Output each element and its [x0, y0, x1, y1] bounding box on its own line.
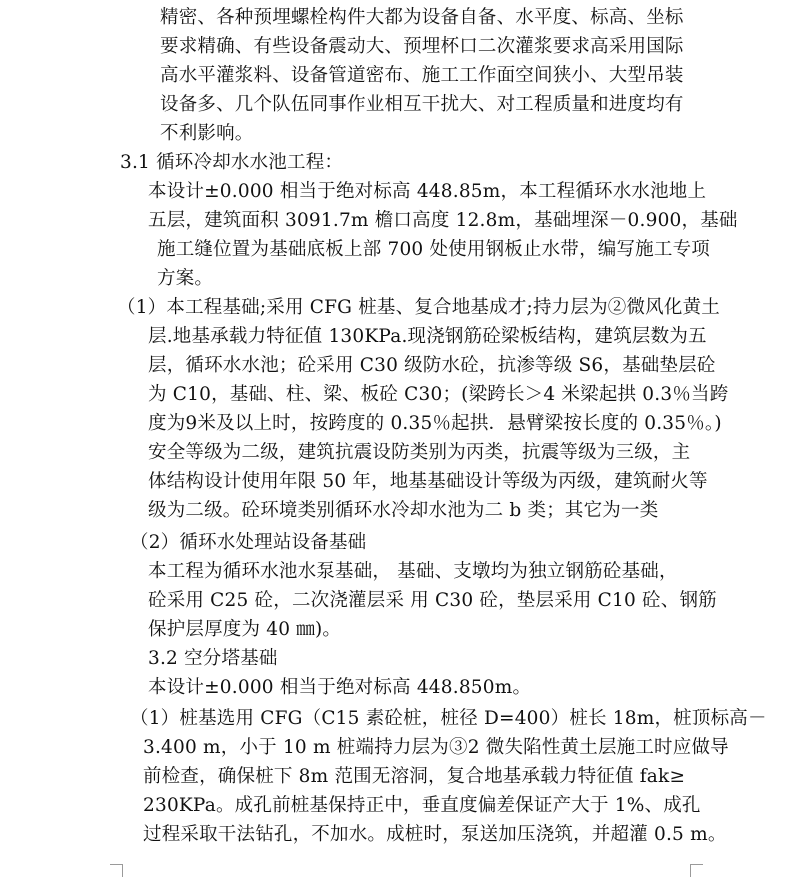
- text-line: 设备多、几个队伍同事作业相互干扰大、对工程质量和进度均有: [160, 94, 684, 115]
- text-line: 本设计±0.000 相当于绝对标高 448.850m。: [148, 677, 532, 698]
- section-heading: （2）循环水处理站设备基础: [130, 532, 367, 553]
- text-line: 过程采取干法钻孔，不加水。成桩时，泵送加压浇筑，并超灌 0.5 m。: [143, 824, 727, 845]
- text-line: 安全等级为二级，建筑抗震设防类别为丙类，抗震等级为三级，主: [148, 442, 691, 463]
- text-line: 砼采用 C25 砼，二次浇灌层采 用 C30 砼，垫层采用 C10 砼、钢筋: [148, 590, 717, 611]
- text-line: 级为二级。砼环境类别循环水冷却水池为二 b 类；其它为一类: [148, 500, 659, 521]
- text-line: 要求精确、有些设备震动大、预埋杯口二次灌浆要求高采用国际: [160, 36, 684, 57]
- text-line: 五层，建筑面积 3091.7m 檐口高度 12.8m，基础埋深－0.900，基础: [148, 210, 738, 231]
- text-line: 度为9米及以上时，按跨度的 0.35％起拱．悬臂梁按长度的 0.35％。): [148, 413, 722, 434]
- text-line: 精密、各种预埋螺栓构件大都为设备自备、水平度、标高、坐标: [160, 7, 684, 28]
- page-corner-mark-left: [110, 864, 123, 877]
- text-line: 层，循环水水池；砼采用 C30 级防水砼，抗渗等级 S6，基础垫层砼: [148, 355, 716, 376]
- section-heading: 3.2 空分塔基础: [148, 648, 278, 669]
- text-line: 不利影响。: [160, 123, 254, 144]
- text-line: 保护层厚度为 40 ㎜)。: [148, 619, 342, 640]
- text-line: （1）本工程基础;采用 CFG 桩基、复合地基成才;持力层为②微风化黄土: [117, 297, 720, 318]
- text-line: 方案。: [157, 268, 214, 289]
- text-line: 本设计±0.000 相当于绝对标高 448.85m，本工程循环水水池地上: [148, 181, 707, 202]
- text-line: 230KPa。成孔前桩基保持正中，垂直度偏差保证产大于 1%、成孔: [143, 795, 701, 816]
- section-heading: 3.1 循环冷却水水池工程：: [120, 152, 344, 173]
- text-line: 层.地基承载力特征值 130KPa.现浇钢筋砼梁板结构，建筑层数为五: [148, 326, 707, 347]
- text-line: 为 C10，基础、柱、梁、板砼 C30；(梁跨长＞4 米梁起拱 0.3％当跨: [148, 384, 729, 405]
- text-line: 前检查，确保桩下 8m 范围无溶洞，复合地基承载力特征值 fak≥: [143, 766, 686, 787]
- text-line: 3.400 m，小于 10 m 桩端持力层为③2 微失陷性黄土层施工时应做导: [143, 737, 729, 758]
- text-line: 本工程为循环水池水泵基础， 基础、支墩均为独立钢筋砼基础，: [148, 561, 678, 582]
- page-corner-mark-right: [690, 864, 703, 877]
- text-line: 高水平灌浆料、设备管道密布、施工工作面空间狭小、大型吊装: [160, 65, 684, 86]
- text-line: 体结构设计使用年限 50 年，地基基础设计等级为丙级，建筑耐火等: [148, 471, 708, 492]
- text-line: 施工缝位置为基础底板上部 700 处使用钢板止水带，编写施工专项: [157, 239, 710, 260]
- text-line: （1）桩基选用 CFG（C15 素砼桩，桩径 D=400）桩长 18m，桩顶标高－: [130, 708, 767, 729]
